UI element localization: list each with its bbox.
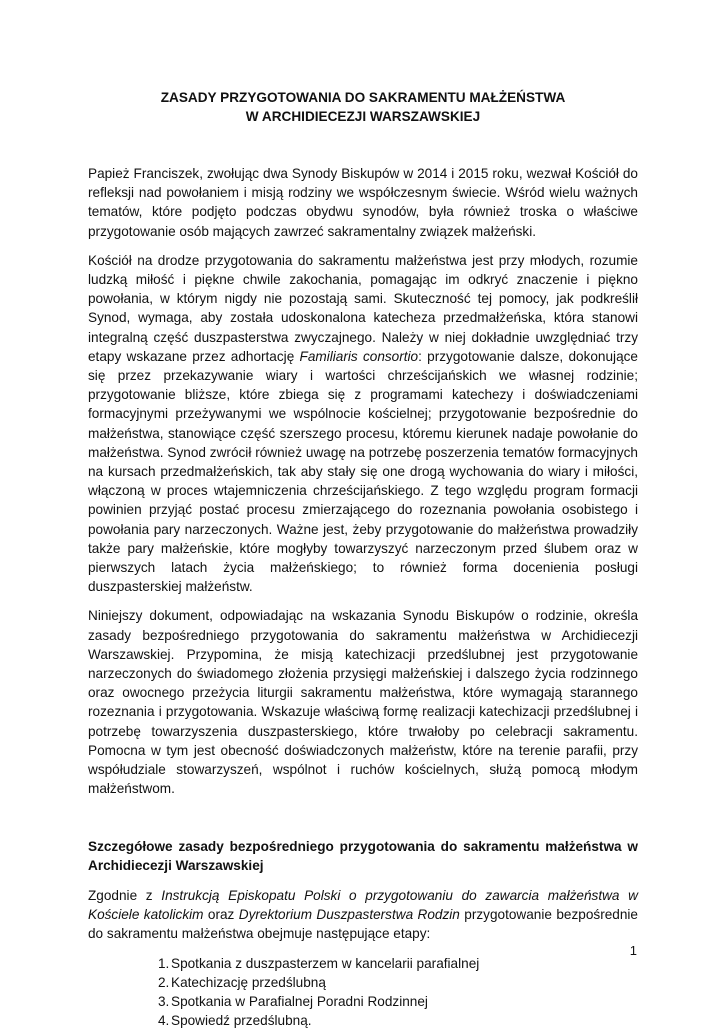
steps-list xyxy=(158,954,638,1030)
list-item-number: 2. xyxy=(158,974,170,990)
list-item xyxy=(158,973,638,992)
list-item-text: Katechizację przedślubną xyxy=(171,974,326,990)
title-line-1: ZASADY PRZYGOTOWANIA DO SAKRAMENTU MAŁŻEŃSTWA xyxy=(160,90,566,105)
list-item-number: 1. xyxy=(158,955,170,971)
list-item-number: 4. xyxy=(158,1013,170,1029)
paragraph-2-italic: Familiaris consortio xyxy=(299,348,419,364)
section-intro-part-a: Zgodnie z xyxy=(88,887,162,903)
list-item xyxy=(158,954,638,973)
section-intro-part-b: oraz xyxy=(203,907,239,923)
section-intro xyxy=(88,886,638,944)
paragraph-1: Papież Franciszek, zwołując dwa Synody Biskupów w 2014 i 2015 roku, wezwał Kościół do refleksji nad powołaniem i misją rodziny we współczesnym świecie. Wśród wielu ważnych tematów, które podjęto podczas obydwu synodów, była również troska o właściwe przygotowanie osób mających zawrzeć sakramentalny związek małżeński. xyxy=(88,166,638,239)
list-item-number: 3. xyxy=(158,993,170,1009)
list-item-text: Spotkania z duszpasterzem w kancelarii parafialnej xyxy=(171,955,480,971)
list-item xyxy=(158,1011,638,1030)
document-title xyxy=(88,88,638,126)
section-intro-italic-2: Dyrektorium Duszpasterstwa Rodzin xyxy=(238,907,460,923)
section-intro-italic-1: Instrukcją Episkopatu Polski o przygotowaniu do zawarcia małżeństwa w Kościele katolickim xyxy=(88,887,638,923)
section-heading: Szczegółowe zasady bezpośredniego przygotowania do sakramentu małżeństwa w Archidiecezji Warszawskiej xyxy=(88,838,638,873)
title-line-2: W ARCHIDIECEZJI WARSZAWSKIEJ xyxy=(245,109,481,124)
list-item-text: Spotkania w Parafialnej Poradni Rodzinnej xyxy=(171,993,428,1009)
paragraph-2-part-a: Kościół na drodze przygotowania do sakramentu małżeństwa jest przy młodych, rozumie ludzką miłość i piękne chwile zakochania, pomagając im odkryć znaczenie i piękno powołania, w którym nigdy nie pozostają sami. Skuteczność tej pomocy, jak podkreślił Synod, wymaga, aby została udoskonalona katecheza przedmałżeńska, która stanowi integralną część duszpasterstwa zwyczajnego. Należy w niej dokładnie uwzględniać trzy etapy wskazane przez adhortację xyxy=(88,252,638,364)
list-item xyxy=(158,992,638,1011)
list-item-text: Spowiedź przedślubną. xyxy=(171,1013,312,1029)
document-page xyxy=(88,88,638,1030)
page-number: 1 xyxy=(629,943,637,958)
paragraph-3: Niniejszy dokument, odpowiadając na wskazania Synodu Biskupów o rodzinie, określa zasady bezpośredniego przygotowania do sakramentu małżeństwa w Archidiecezji Warszawskiej. Przypomina, że misją katechizacji przedślubnej jest przygotowanie narzeczonych do świadomego złożenia przysięgi małżeńskiej i dalszego życia rodzinnego oraz owocnego przeżycia liturgii sakramentu małżeństwa, które wymagają starannego rozeznania i przygotowania. Wskazuje właściwą formę realizacji katechizacji przedślubnej i potrzebę towarzyszenia duszpasterskiego, które trwałoby po celebracji sakramentu. Pomocna w tym jest obecność doświadczonych małżeństw, które na terenie parafii, przy współudziale stowarzyszeń, wspólnot i ruchów kościelnych, służą pomocą młodym małżeństwom. xyxy=(88,608,638,797)
paragraph-2 xyxy=(88,251,638,597)
section-intro-part-c: przygotowanie bezpośrednie do sakramentu małżeństwa obejmuje następujące etapy: xyxy=(88,907,638,942)
paragraph-2-part-b: : przygotowanie dalsze, dokonujące się przez przekazywanie wiary i wartości chrześcijańskich we własnej rodzinie; przygotowanie bliższe, które zbiega się z programami katechezy i doświadczeniami formacyjnymi przeżywanymi we wspólnocie kościelnej; przygotowanie bezpośrednie do małżeństwa, stanowiące część szerszego procesu, któremu kierunek nadaje powołanie do małżeństwa. Synod zwrócił również uwagę na potrzebę poszerzenia tematów formacyjnych na kursach przedmałżeńskich, tak aby stały się one drogą wychowania do wiary i miłości, włączoną w proces wtajemniczenia chrześcijańskiego. Z tego względu program formacji powinien przyjąć postać procesu zmierzającego do rozeznania powołania osobistego i powołania pary narzeczonych. Ważne jest, żeby przygotowanie do małżeństwa prowadziły także pary małżeńskie, które mogłyby towarzyszyć narzeczonym przed ślubem oraz w pierwszych latach życia małżeńskiego; to również forma docenienia posługi duszpasterskiej małżeństw. xyxy=(88,348,638,595)
